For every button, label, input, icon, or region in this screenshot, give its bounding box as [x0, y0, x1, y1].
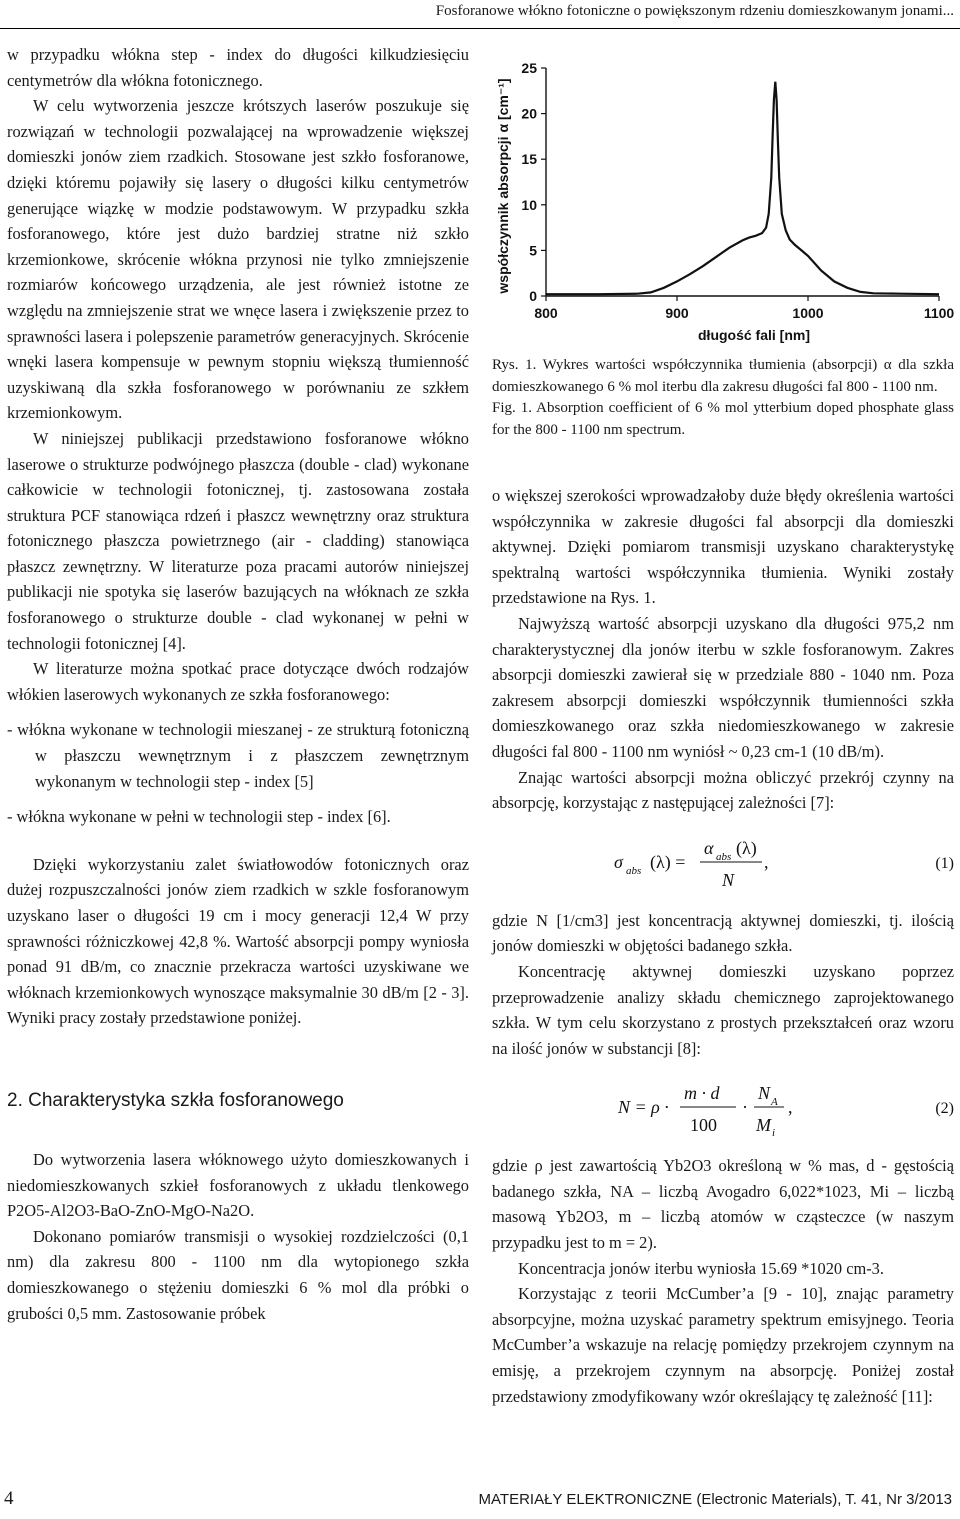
eq1-den: N — [722, 869, 735, 890]
y-axis-label: współczynnik absorpcji α [cm⁻¹] — [495, 78, 511, 294]
y-tick-label: 20 — [521, 105, 537, 122]
running-title: Fosforanowe włókno fotoniczne o powiększonym rdzeniu domieszkowanym jonami... — [435, 3, 954, 19]
eq1-num: α — [704, 837, 714, 858]
list-item: - włókna wykonane w pełni w technologii step - index [6]. — [7, 807, 391, 827]
paragraph: Znając wartości absorpcji można obliczyć przekrój czynny na absorpcję, korzystając z następującej zależności [7]: — [492, 767, 954, 813]
eq2-den1: 100 — [690, 1115, 717, 1136]
paragraph: gdzie ρ jest zawartością Yb2O3 określoną w % mas, d - gęstością badanego szkła, NA – liczbą Avogadro 6,022*1023, Mi – liczbą masową Yb2O3, m – liczbą atomów w cząsteczce (w naszym przypadku jest to m = 2). — [492, 1156, 954, 1253]
y-tick-label: 0 — [529, 288, 537, 304]
x-tick-label: 1000 — [792, 305, 824, 321]
x-axis-label: długość fali [nm] — [698, 327, 810, 343]
page-header — [0, 0, 960, 30]
page-number: 4 — [4, 1488, 14, 1509]
y-tick-label: 25 — [521, 60, 537, 76]
right-column — [492, 483, 954, 1409]
eq2-num1: m · d — [684, 1083, 720, 1104]
eq2-num2-sub: A — [771, 1096, 778, 1109]
eq1-arg: (λ) = — [650, 851, 686, 872]
eq1-num-arg: (λ) — [736, 837, 757, 858]
left-column — [7, 42, 469, 1326]
eq1-num-sub: abs — [716, 850, 732, 863]
paragraph: Dokonano pomiarów transmisji o wysokiej rozdzielczości (0,1 nm) dla zakresu 800 - 1100 nm dla wytopionego szkła domieszkowanego o stężeniu domieszki 6 % mol dla próbki o grubości 0,5 mm. Zastosowanie próbek — [7, 1226, 469, 1323]
paragraph: Dzięki wykorzystaniu zalet światłowodów fotonicznych oraz dużej rozpuszczalności jonów ziem rzadkich w szkle fosforanowym uzyskano laser o długości 19 cm i mocy generacji 12,4 W przy sprawności różniczkowej 42,8 %. Wartość absorpcji pompy wyniosła ponad 91 dB/m, co znacznie przekracza wartości uzyskiwane we włóknach krzemionkowych wynoszące maksymalnie 30 dB/m [2 - 3]. Wyniki pracy zostały przedstawione poniżej. — [7, 854, 469, 1028]
eq2-tail: , — [788, 1097, 793, 1118]
list-item: - włókna wykonane w technologii mieszanej - ze strukturą fotoniczną w płaszczu wewnętrznym i z płaszczem zewnętrznym wykonanym w technologii step - index [5] — [7, 720, 469, 791]
paragraph: w przypadku włókna step - index do długości kilkudziesięciu centymetrów dla włókna fotonicznego. — [7, 45, 469, 90]
chart-svg — [494, 56, 954, 346]
eq2-dot: · — [742, 1097, 748, 1118]
x-tick-label: 900 — [665, 305, 689, 321]
paragraph: Koncentrację aktywnej domieszki uzyskano poprzez przeprowadzenie analizy składu chemicznego zaprojektowanego szkła. W tym celu skorzystano z prostych przekształceń oraz wzoru na ilość jonów w substancji [8]: — [492, 961, 954, 1058]
paragraph: W niniejszej publikacji przedstawiono fosforanowe włókno laserowe o strukturze podwójnego płaszcza (double - clad) wykonane całkowicie w technologii fotonicznej, tj. zastosowana została struktura PCF stanowiąca rdzeń i płaszcz wewnętrzny oraz struktura fotonicznego płaszcza powietrznego (air - cladding) stanowiąca płaszcz zewnętrzny. W literaturze poza pracami autorów niniejszej publikacji nie spotyka się laserów bazujących na włóknach ze szkła fosforanowego o strukturze double - clad wykonanej w pełni w technologii fotonicznej [4]. — [7, 428, 469, 653]
paragraph: W literaturze można spotkać prace dotyczące dwóch rodzajów włókien laserowych wykonanych ze szkła fosforanowego: — [7, 659, 469, 704]
equation-1 — [492, 830, 954, 896]
y-tick-label: 15 — [521, 151, 537, 168]
y-tick-label: 5 — [529, 242, 537, 259]
paragraph: gdzie N [1/cm3] jest koncentracją aktywnej domieszki, tj. ilością jonów domieszki w objętości badanego szkła. — [492, 910, 954, 956]
paragraph: o większej szerokości wprowadzałoby duże błędy określenia wartości współczynnika w zakresie długości fal absorpcji dla domieszki aktywnej. Dzięki pomiarom transmisji uzyskano charakterystykę spektralną wartości współczynnika tłumienia. Wyniki zostały przedstawione na Rys. 1. — [492, 486, 954, 608]
eq1-lhs: σ — [614, 851, 623, 872]
series-line — [546, 82, 939, 295]
eq1-lhs-sub: abs — [626, 864, 642, 877]
eq2-den2-sub: i — [772, 1127, 776, 1140]
figure-absorption-chart — [494, 56, 954, 346]
caption-english: Fig. 1. Absorption coefficient of 6 % mol ytterbium doped phosphate glass for the 800 - 1100 nm spectrum. — [492, 400, 954, 438]
eq2-lhs: N = ρ · — [618, 1097, 669, 1118]
paragraph: Do wytworzenia lasera włóknowego użyto domieszkowanych i niedomieszkowanych szkieł fosforanowych z układu tlenkowego P2O5-Al2O3-BaO-ZnO-MgO-Na2O. — [7, 1149, 469, 1221]
header-rule — [0, 28, 960, 29]
paragraph: Korzystając z teorii McCumber’a [9 - 10], znając parametry absorpcyjne, można uzyskać parametry spektrum emisyjnego. Teoria McCumber’a wskazuje na relację pomiędzy przekrojem czynnym na emisję, a przekrojem czynnym na absorpcję. Poniżej został przedstawiony zmodyfikowany wzór określający tę zależność [11]: — [492, 1284, 954, 1406]
eq1-tail: , — [764, 851, 769, 872]
eq1-number: (1) — [935, 854, 954, 872]
page-footer — [0, 1488, 960, 1518]
section-heading: 2. Charakterystyka szkła fosforanowego — [7, 1089, 344, 1111]
eq2-number: (2) — [935, 1100, 954, 1118]
caption-polish: Rys. 1. Wykres wartości współczynnika tłumienia (absorpcji) α dla szkła domieszkowanego 6 % mol iterbu dla zakresu długości fal 800 - 1100 nm. — [492, 357, 954, 395]
x-tick-label: 1100 — [923, 305, 954, 321]
eq2-den2: M — [756, 1115, 771, 1136]
paragraph: W celu wytworzenia jeszcze krótszych laserów poszukuje się rozwiązań w technologii pozwalającej na wprowadzenie większej domieszki jonów ziem rzadkich. Stosowane jest szkło fosforanowe, dzięki któremu pojawiły się lasery o długości kilku centymetrów generujące wiązkę w modzie podstawowym. W przypadku szkła fosforanowego, które jest dużo bardziej stratne niż szkło krzemionkowe, skrócenie włókna przynosi nie tylko zmniejszenie rozmiarów końcowego urządzenia, ale jest również istotne ze względu na zmniejszenie strat we wnęce lasera i zwiększenie przez to sprawności lasera i polepszenie parametrów generacyjnych. Skrócenie wnęki lasera kompensuje w pewnym stopniu większą tłumienność uzyskiwaną dla szkła fosforanowego w porównaniu ze szkłem krzemionkowym. — [7, 96, 469, 423]
paragraph: Koncentracja jonów iterbu wyniosła 15.69 *1020 cm-3. — [518, 1258, 884, 1278]
x-tick-label: 800 — [534, 305, 558, 321]
y-tick-label: 10 — [521, 196, 537, 213]
paragraph: Najwyższą wartość absorpcji uzyskano dla długości 975,2 nm charakterystycznej dla jonów iterbu w szkle fosforanowym. Zakres absorpcji domieszki zawierał się w przedziale 880 - 1040 nm. Poza zakresem absorpcji domieszki współczynnik tłumienności szkła domieszkowanego oraz szkła niedomieszkowanego w zakresie długości fal 800 - 1100 nm wyniósł ~ 0,23 cm-1 (10 dB/m). — [492, 613, 954, 761]
journal-name: MATERIAŁY ELEKTRONICZNE (Electronic Materials), T. 41, Nr 3/2013 — [478, 1491, 952, 1508]
equation-2 — [492, 1075, 954, 1141]
figure-caption — [492, 355, 954, 441]
eq2-num2: N — [758, 1083, 771, 1104]
equation-2-svg — [492, 1075, 954, 1141]
equation-1-svg — [492, 830, 954, 896]
